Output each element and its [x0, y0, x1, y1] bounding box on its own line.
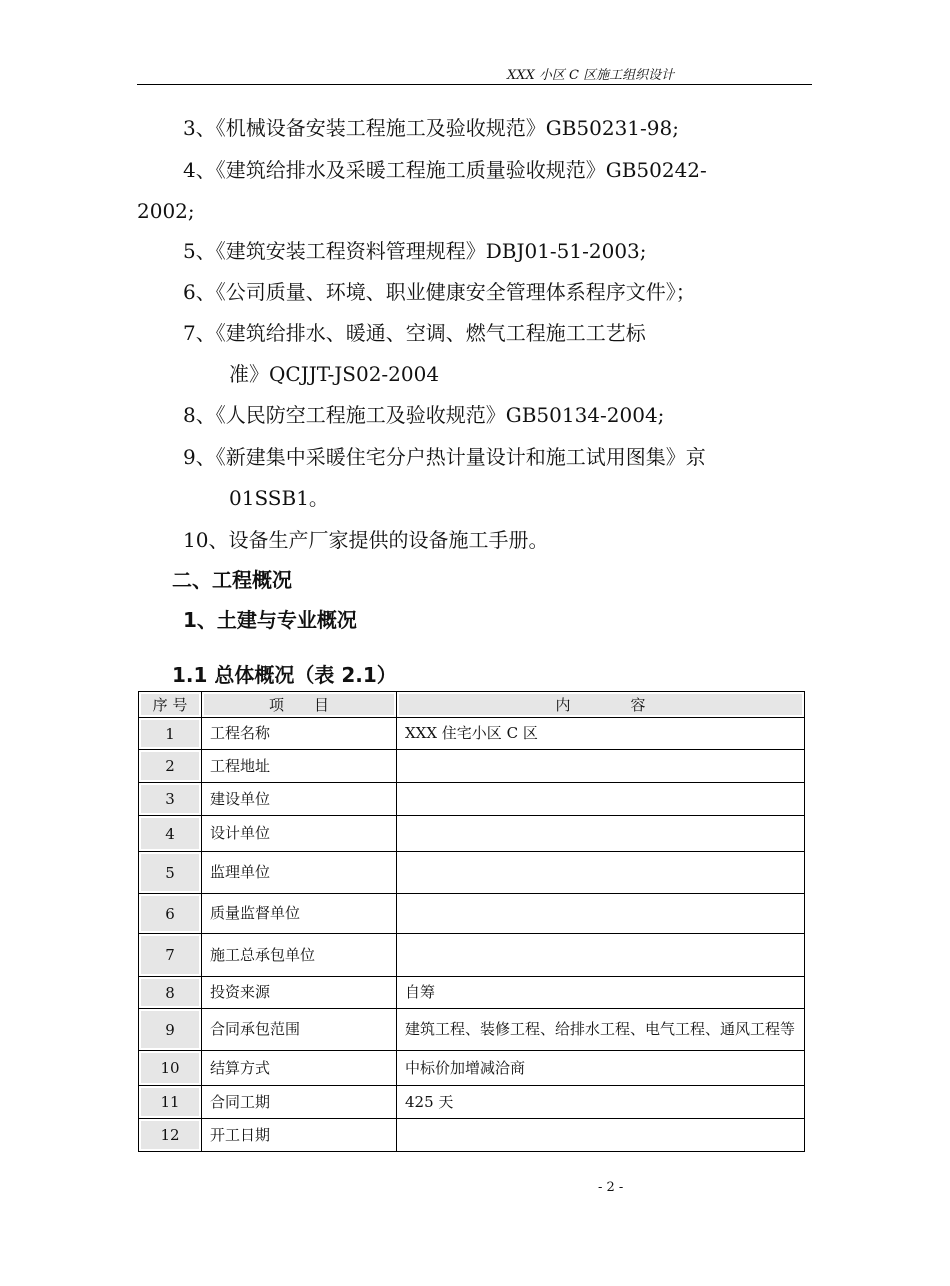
row-content: 自筹 — [397, 977, 805, 1009]
row-content — [397, 852, 805, 894]
row-num: 4 — [139, 816, 202, 852]
row-num: 12 — [139, 1119, 202, 1152]
reference-6: 6、《公司质量、环境、职业健康安全管理体系程序文件》； — [183, 280, 696, 304]
row-num: 10 — [139, 1051, 202, 1086]
row-item: 投资来源 — [202, 977, 397, 1009]
row-content — [397, 783, 805, 816]
overview-table — [138, 691, 805, 1152]
header-title: XXX 小区 C 区施工组织设计 — [507, 68, 675, 83]
reference-7-cont: 准》QCJJT-JS02-2004 — [229, 362, 440, 386]
table-caption: 1.1 总体概况（表 2.1） — [172, 663, 397, 687]
reference-4-cont: 2002; — [137, 199, 195, 223]
reference-7: 7、《建筑给排水、暖通、空调、燃气工程施工工艺标 — [183, 321, 646, 345]
row-item: 合同工期 — [202, 1086, 397, 1119]
row-item: 建设单位 — [202, 783, 397, 816]
row-content: XXX 住宅小区 C 区 — [397, 718, 805, 750]
table-row — [139, 718, 805, 750]
row-item: 设计单位 — [202, 816, 397, 852]
row-content — [397, 750, 805, 783]
row-item: 工程地址 — [202, 750, 397, 783]
section-heading: 二、工程概况 — [172, 568, 292, 592]
row-num: 1 — [139, 718, 202, 750]
reference-8: 8、《人民防空工程施工及验收规范》GB50134-2004; — [183, 403, 665, 427]
row-num: 7 — [139, 934, 202, 977]
header-content: 内 容 — [397, 692, 805, 718]
row-content — [397, 934, 805, 977]
reference-9-cont: 01SSB1。 — [229, 486, 329, 510]
reference-9: 9、《新建集中采暖住宅分户热计量设计和施工试用图集》京 — [183, 445, 706, 469]
table-row — [139, 783, 805, 816]
row-num: 6 — [139, 894, 202, 934]
reference-3: 3、《机械设备安装工程施工及验收规范》GB50231-98; — [183, 116, 679, 140]
table-row — [139, 1086, 805, 1119]
row-item: 开工日期 — [202, 1119, 397, 1152]
row-content: 建筑工程、装修工程、给排水工程、电气工程、通风工程等 — [397, 1009, 805, 1051]
row-item: 质量监督单位 — [202, 894, 397, 934]
page-number: - 2 - — [598, 1180, 624, 1195]
header-item: 项 目 — [202, 692, 397, 718]
header-num: 序 号 — [139, 692, 202, 718]
table-row — [139, 852, 805, 894]
reference-10: 10、设备生产厂家提供的设备施工手册。 — [183, 528, 549, 552]
table-row — [139, 750, 805, 783]
row-num: 11 — [139, 1086, 202, 1119]
table-row — [139, 894, 805, 934]
reference-4: 4、《建筑给排水及采暖工程施工质量验收规范》GB50242- — [183, 158, 707, 182]
row-num: 9 — [139, 1009, 202, 1051]
row-num: 2 — [139, 750, 202, 783]
table-row — [139, 977, 805, 1009]
page-header — [137, 62, 812, 85]
row-num: 3 — [139, 783, 202, 816]
row-num: 8 — [139, 977, 202, 1009]
row-item: 合同承包范围 — [202, 1009, 397, 1051]
table-row — [139, 1051, 805, 1086]
table-row — [139, 816, 805, 852]
row-item: 结算方式 — [202, 1051, 397, 1086]
row-content — [397, 894, 805, 934]
table-row — [139, 1009, 805, 1051]
table-header-row — [139, 692, 805, 718]
reference-5: 5、《建筑安装工程资料管理规程》DBJ01-51-2003; — [183, 239, 647, 263]
table-row — [139, 934, 805, 977]
row-content — [397, 816, 805, 852]
row-item: 监理单位 — [202, 852, 397, 894]
table-row — [139, 1119, 805, 1152]
subsection-heading: 1、土建与专业概况 — [183, 608, 357, 632]
row-item: 施工总承包单位 — [202, 934, 397, 977]
row-content: 425 天 — [397, 1086, 805, 1119]
row-num: 5 — [139, 852, 202, 894]
row-content: 中标价加增减洽商 — [397, 1051, 805, 1086]
row-item: 工程名称 — [202, 718, 397, 750]
row-content — [397, 1119, 805, 1152]
